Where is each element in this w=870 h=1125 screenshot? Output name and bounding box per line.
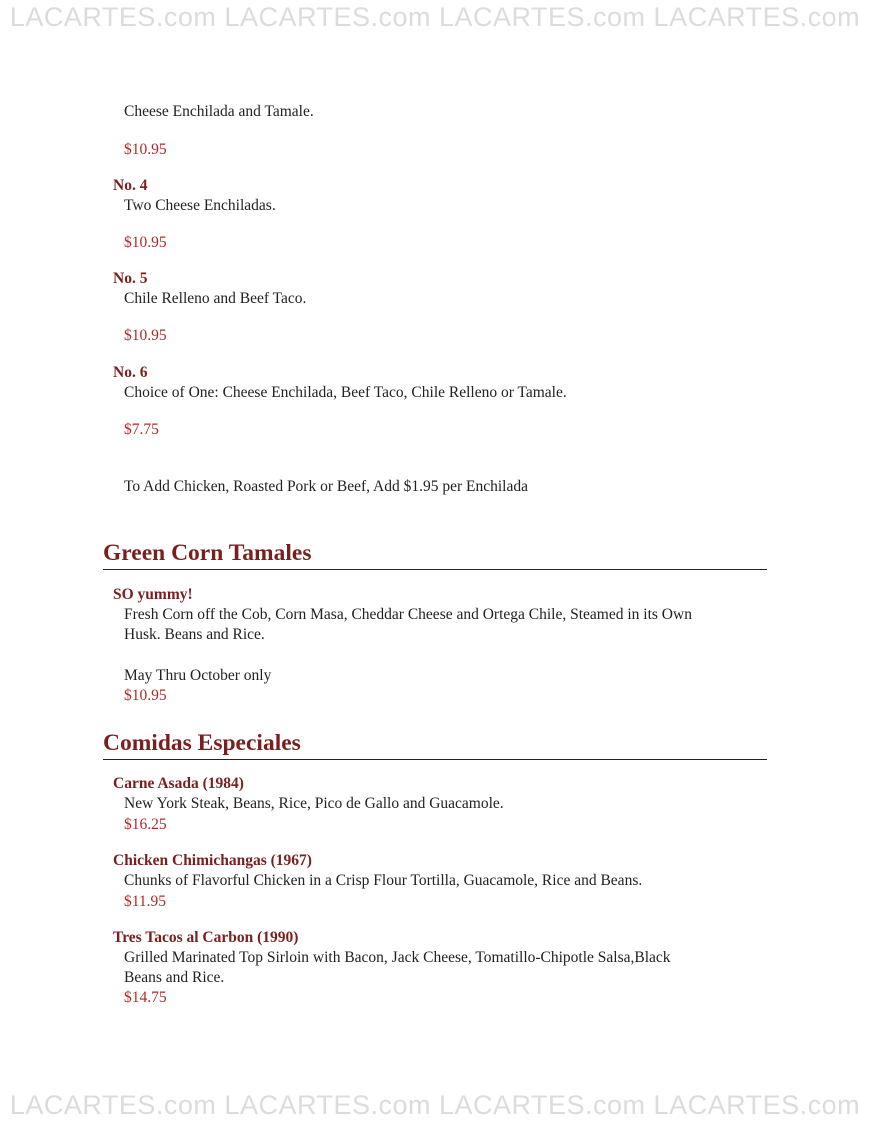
combo-4-description: Two Cheese Enchiladas. <box>124 197 276 214</box>
chicken-chimichangas-title: Chicken Chimichangas (1967) <box>113 852 312 869</box>
chicken-chimichangas-price: $11.95 <box>124 893 167 910</box>
green-corn-price: $10.95 <box>124 687 167 704</box>
combo-3-price: $10.95 <box>124 141 167 158</box>
section-heading-comidas-especiales: Comidas Especiales <box>103 729 767 760</box>
green-corn-season-note: May Thru October only <box>124 667 272 684</box>
combo-4-title: No. 4 <box>113 177 148 194</box>
combo-6-price: $7.75 <box>124 421 159 438</box>
chicken-chimichangas-description: Chunks of Flavorful Chicken in a Crisp Flour Tortilla, Guacamole, Rice and Beans. <box>124 872 643 889</box>
watermark-bottom: LACARTES.com LACARTES.com LACARTES.com LACARTES.com <box>9 1090 861 1120</box>
combo-3-description: Cheese Enchilada and Tamale. <box>124 103 314 120</box>
combo-6-title: No. 6 <box>113 364 148 381</box>
watermark-top: LACARTES.com LACARTES.com LACARTES.com LACARTES.com <box>9 2 861 32</box>
combo-6-description: Choice of One: Cheese Enchilada, Beef Taco, Chile Relleno or Tamale. <box>124 384 567 401</box>
combo-5-title: No. 5 <box>113 270 148 287</box>
green-corn-description-line-2: Husk. Beans and Rice. <box>124 626 265 643</box>
carne-asada-price: $16.25 <box>124 816 167 833</box>
tres-tacos-price: $14.75 <box>124 989 167 1006</box>
green-corn-title: SO yummy! <box>113 586 193 603</box>
carne-asada-description: New York Steak, Beans, Rice, Pico de Gallo and Guacamole. <box>124 795 504 812</box>
carne-asada-title: Carne Asada (1984) <box>113 775 244 792</box>
tres-tacos-description-line-1: Grilled Marinated Top Sirloin with Bacon, Jack Cheese, Tomatillo-Chipotle Salsa,Black <box>124 949 671 966</box>
add-meat-note: To Add Chicken, Roasted Pork or Beef, Add $1.95 per Enchilada <box>124 478 528 495</box>
tres-tacos-description-line-2: Beans and Rice. <box>124 969 225 986</box>
combo-4-price: $10.95 <box>124 234 167 251</box>
combo-5-price: $10.95 <box>124 327 167 344</box>
section-heading-green-corn-tamales: Green Corn Tamales <box>103 539 767 570</box>
combo-5-description: Chile Relleno and Beef Taco. <box>124 290 307 307</box>
green-corn-description-line-1: Fresh Corn off the Cob, Corn Masa, Cheddar Cheese and Ortega Chile, Steamed in its Own <box>124 606 692 623</box>
tres-tacos-title: Tres Tacos al Carbon (1990) <box>113 929 299 946</box>
